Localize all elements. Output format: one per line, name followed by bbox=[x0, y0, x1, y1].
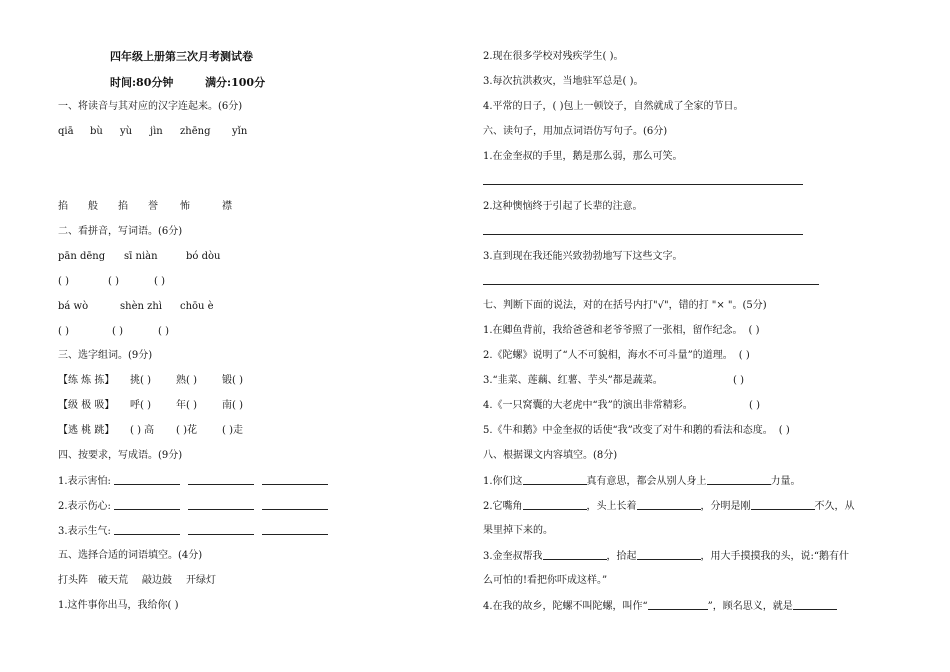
s7-text: 2.《陀螺》说明了“人不可貌相，海水不可斗量”的道理。 bbox=[483, 350, 733, 361]
answer-paren[interactable]: ( ) bbox=[58, 326, 69, 337]
s8-text: ，拾起 bbox=[606, 551, 637, 562]
s2-answer-row-2 bbox=[58, 325, 169, 339]
s8-text: 4.在我的故乡，陀螺不叫陀螺，叫作“ bbox=[483, 601, 648, 612]
answer-blank[interactable] bbox=[262, 524, 328, 535]
s8-text: ，分明是刚 bbox=[700, 501, 751, 512]
s7-item-3 bbox=[483, 374, 744, 388]
s2-pinyin-row-1 bbox=[58, 250, 220, 264]
answer-paren[interactable]: ( ) bbox=[158, 326, 169, 337]
answer-blank[interactable] bbox=[114, 499, 180, 510]
exam-title: 四年级上册第三次月考测试卷 bbox=[110, 50, 253, 63]
full-score: 满分:100分 bbox=[205, 76, 266, 89]
s3-label: 【逃 桃 跳】 bbox=[58, 425, 115, 436]
s8-text: 力量。 bbox=[770, 476, 801, 487]
pinyin-6: yǐn bbox=[232, 126, 248, 137]
s8-text: 3.金奎叔帮我 bbox=[483, 551, 543, 562]
answer-blank[interactable] bbox=[523, 474, 587, 485]
judge-paren[interactable]: ( ) bbox=[733, 375, 744, 386]
pinyin-1: qiā bbox=[58, 126, 74, 137]
s3-item[interactable]: 年( ) bbox=[176, 400, 197, 411]
answer-paren[interactable]: ( ) bbox=[108, 276, 119, 287]
answer-paren[interactable]: ( ) bbox=[112, 326, 123, 337]
s7-item-5 bbox=[483, 424, 790, 438]
s8-text: ，头上长着 bbox=[586, 501, 637, 512]
judge-paren[interactable]: ( ) bbox=[738, 350, 750, 361]
s2-py-2: sī niàn bbox=[124, 251, 158, 262]
s2-py-1: pān dēng bbox=[58, 251, 106, 262]
s8-question-2-cont: 果里掉下来的。 bbox=[483, 525, 553, 536]
s6-heading: 六、读句子，用加点词语仿写句子。(6分) bbox=[483, 126, 668, 137]
s4-label: 2.表示伤心: bbox=[58, 501, 111, 512]
s6-question-3: 3.直到现在我还能兴致勃勃地写下这些文字。 bbox=[483, 251, 683, 262]
s3-item[interactable]: 熟( ) bbox=[176, 375, 197, 386]
answer-blank[interactable] bbox=[114, 474, 180, 485]
s6-question-1: 1.在金奎叔的手里，鹅是那么弱，那么可笑。 bbox=[483, 151, 683, 162]
s8-question-3 bbox=[483, 549, 849, 564]
s8-question-2 bbox=[483, 499, 855, 514]
pinyin-2: bù bbox=[90, 126, 103, 137]
s3-item[interactable]: 锻( ) bbox=[222, 375, 243, 386]
char-3: 掐 bbox=[118, 201, 128, 212]
s8-text: 真有意思，都会从别人身上 bbox=[586, 476, 707, 487]
s2-heading: 二、看拼音，写词语。(6分) bbox=[58, 226, 183, 237]
answer-paren[interactable]: ( ) bbox=[154, 276, 165, 287]
s4-heading: 四、按要求，写成语。(9分) bbox=[58, 450, 183, 461]
s7-text: 1.在卿鱼背前，我给爸爸和老爷爷照了一张相，留作纪念。 bbox=[483, 325, 743, 336]
s2-py-3: bó dòu bbox=[186, 251, 221, 262]
option: 破天荒 bbox=[98, 575, 128, 586]
char-4: 誉 bbox=[148, 201, 158, 212]
answer-blank[interactable] bbox=[188, 499, 254, 510]
option: 开绿灯 bbox=[186, 575, 216, 586]
s3-label: 【级 极 吸】 bbox=[58, 400, 115, 411]
s7-text: 4.《一只窝囊的大老虎中“我”的演出非常精彩。 bbox=[483, 400, 693, 411]
s3-heading: 三、选字组词。(9分) bbox=[58, 350, 153, 361]
s4-label: 3.表示生气: bbox=[58, 526, 111, 537]
s3-item[interactable]: ( )花 bbox=[176, 425, 197, 436]
s1-heading: 一、将读音与其对应的汉字连起来。(6分) bbox=[58, 101, 243, 112]
s7-text: 3.“韭菜、莲藕、红薯、芋头”都是蔬菜。 bbox=[483, 375, 663, 386]
answer-blank[interactable] bbox=[262, 499, 328, 510]
exam-meta bbox=[110, 76, 265, 90]
answer-line[interactable] bbox=[483, 234, 803, 235]
answer-blank[interactable] bbox=[188, 524, 254, 535]
answer-blank[interactable] bbox=[751, 499, 815, 510]
s8-text: 不久，从 bbox=[814, 501, 855, 512]
s1-pinyin-row bbox=[58, 125, 247, 139]
s8-text: 1.你们这 bbox=[483, 476, 523, 487]
s3-label: 【练 炼 拣】 bbox=[58, 375, 115, 386]
s8-question-1 bbox=[483, 474, 801, 489]
answer-blank[interactable] bbox=[648, 599, 708, 610]
s2-py-5: shèn zhì bbox=[120, 301, 163, 312]
s7-heading: 七、判断下面的说法，对的在括号内打"√"，错的打 "× "。(5分) bbox=[483, 300, 767, 311]
s7-item-4 bbox=[483, 399, 760, 413]
s5-question-4: 4.平常的日子，( )包上一顿饺子，自然就成了全家的节日。 bbox=[483, 101, 744, 112]
s7-text: 5.《牛和鹅》中金奎叔的话使“我”改变了对牛和鹅的看法和态度。 bbox=[483, 425, 773, 436]
s4-item-3 bbox=[58, 524, 328, 539]
char-2: 般 bbox=[88, 201, 98, 212]
judge-paren[interactable]: ( ) bbox=[778, 425, 790, 436]
answer-blank[interactable] bbox=[793, 599, 837, 610]
option: 打头阵 bbox=[58, 575, 88, 586]
time-limit: 时间:80分钟 bbox=[110, 76, 174, 89]
answer-blank[interactable] bbox=[637, 549, 701, 560]
answer-blank[interactable] bbox=[637, 499, 701, 510]
answer-blank[interactable] bbox=[262, 474, 328, 485]
s8-text: ”，顾名思义，就是 bbox=[707, 601, 793, 612]
s3-item[interactable]: 南( ) bbox=[222, 400, 243, 411]
answer-blank[interactable] bbox=[523, 499, 587, 510]
s5-question-1: 1.这件事你出马，我给你( ) bbox=[58, 600, 179, 611]
answer-blank[interactable] bbox=[114, 524, 180, 535]
s2-answer-row-1 bbox=[58, 275, 165, 289]
answer-line[interactable] bbox=[483, 184, 803, 185]
answer-blank[interactable] bbox=[188, 474, 254, 485]
judge-paren[interactable]: ( ) bbox=[749, 400, 760, 411]
s3-row-3 bbox=[58, 424, 243, 438]
s8-question-3-cont: 么可怕的!看把你吓成这样。” bbox=[483, 575, 608, 586]
s6-question-2: 2.这种懊恼终于引起了长辈的注意。 bbox=[483, 201, 643, 212]
s5-options bbox=[58, 574, 216, 588]
answer-paren[interactable]: ( ) bbox=[58, 276, 69, 287]
s3-row-2 bbox=[58, 399, 243, 413]
judge-paren[interactable]: ( ) bbox=[748, 325, 760, 336]
s3-item[interactable]: 挑( ) bbox=[130, 375, 151, 386]
s4-item-1 bbox=[58, 474, 328, 489]
s2-pinyin-row-2 bbox=[58, 300, 214, 314]
s3-item[interactable]: ( )走 bbox=[222, 425, 243, 436]
s5-question-2: 2.现在很多学校对残疾学生( )。 bbox=[483, 51, 624, 62]
s5-question-3: 3.每次抗洪救灾，当地驻军总是( )。 bbox=[483, 76, 644, 87]
s2-py-6: chōu è bbox=[180, 301, 214, 312]
s4-item-2 bbox=[58, 499, 328, 514]
s3-row-1 bbox=[58, 374, 243, 388]
char-6: 襟 bbox=[222, 201, 232, 212]
s8-heading: 八、根据课文内容填空。(8分) bbox=[483, 450, 618, 461]
s7-item-1 bbox=[483, 324, 760, 338]
answer-line[interactable] bbox=[483, 284, 819, 285]
s8-question-4 bbox=[483, 599, 837, 614]
s3-item[interactable]: 呼( ) bbox=[130, 400, 151, 411]
pinyin-3: yù bbox=[120, 126, 133, 137]
s3-item[interactable]: ( ) 高 bbox=[130, 425, 155, 436]
s4-label: 1.表示害怕: bbox=[58, 476, 111, 487]
s1-chars-row bbox=[58, 200, 232, 214]
answer-blank[interactable] bbox=[543, 549, 607, 560]
s2-py-4: bá wò bbox=[58, 301, 89, 312]
char-1: 掐 bbox=[58, 201, 68, 212]
option: 敲边鼓 bbox=[142, 575, 172, 586]
answer-blank[interactable] bbox=[707, 474, 771, 485]
pinyin-4: jìn bbox=[150, 126, 163, 137]
pinyin-5: zhēng bbox=[180, 126, 211, 137]
s8-text: ，用大手摸摸我的头，说:“鹅有什 bbox=[700, 551, 850, 562]
char-5: 怖 bbox=[180, 201, 190, 212]
s8-text: 2.它嘴角 bbox=[483, 501, 523, 512]
s7-item-2 bbox=[483, 349, 750, 363]
s5-heading: 五、选择合适的词语填空。(4分) bbox=[58, 550, 203, 561]
